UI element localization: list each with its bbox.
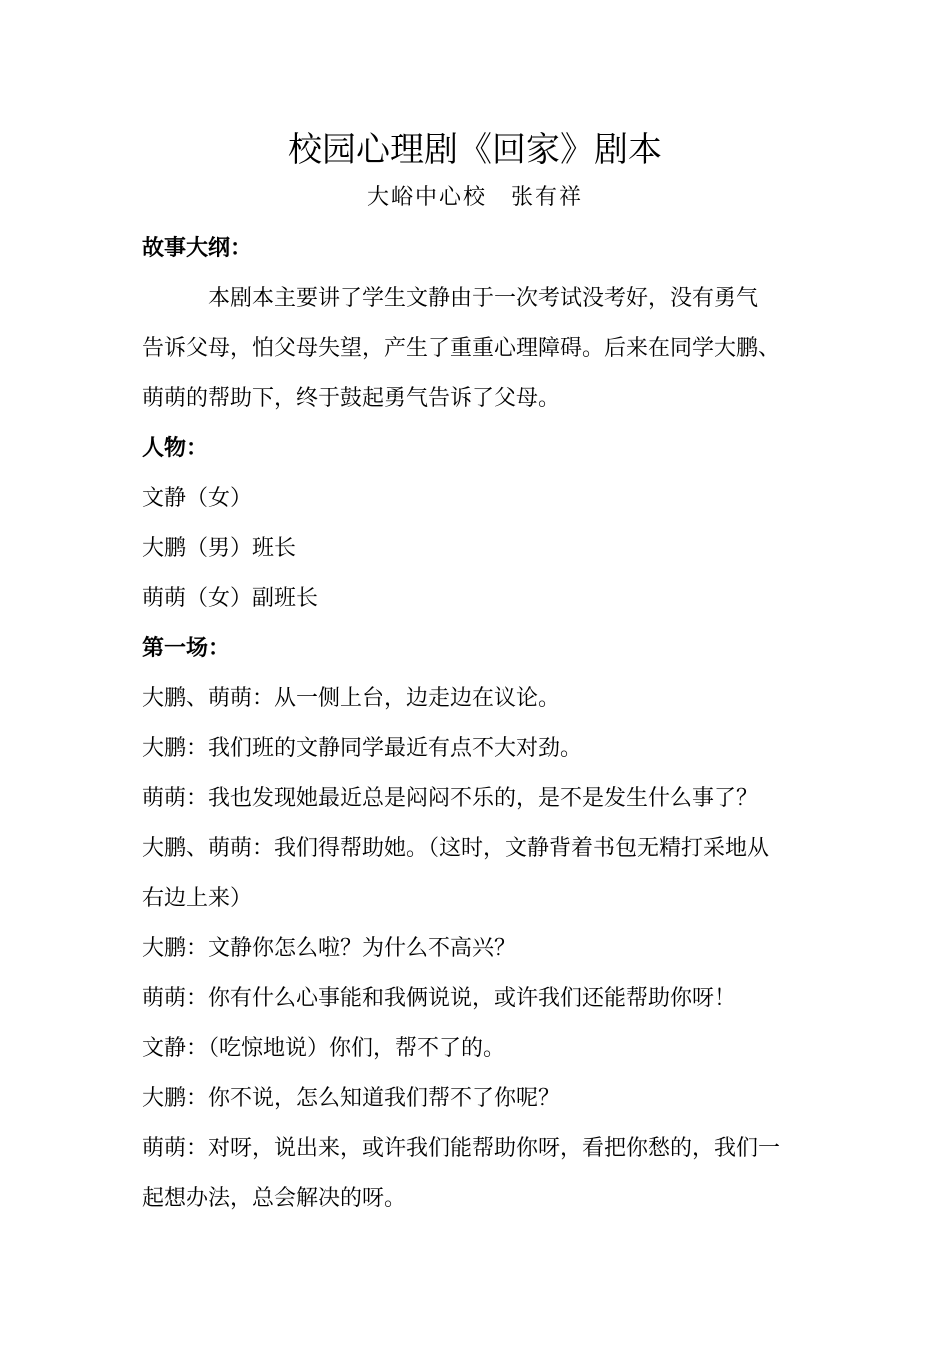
characters-heading: 人物： bbox=[142, 436, 209, 461]
document-subtitle: 大峪中心校 张有祥 bbox=[366, 185, 583, 210]
outline-line: 萌萌的帮助下，终于鼓起勇气告诉了父母。 bbox=[142, 386, 561, 411]
script-line: 起想办法，总会解决的呀。 bbox=[142, 1186, 407, 1211]
script-line: 大鹏：文静你怎么啦？为什么不高兴？ bbox=[142, 936, 517, 961]
script-line: 萌萌：我也发现她最近总是闷闷不乐的，是不是发生什么事了？ bbox=[142, 786, 759, 811]
outline-line: 告诉父母，怕父母失望，产生了重重心理障碍。后来在同学大鹏、 bbox=[142, 336, 781, 361]
document-body bbox=[142, 224, 858, 1224]
outline-line: 本剧本主要讲了学生文静由于一次考试没考好，没有勇气 bbox=[208, 286, 759, 311]
script-line: 大鹏、萌萌：我们得帮助她。（这时，文静背着书包无精打采地从 bbox=[142, 836, 770, 861]
script-line: 萌萌：对呀，说出来，或许我们能帮助你呀，看把你愁的，我们一 bbox=[142, 1136, 781, 1161]
script-line: 右边上来） bbox=[142, 886, 253, 911]
script-line: 大鹏：我们班的文静同学最近有点不大对劲。 bbox=[142, 736, 583, 761]
script-line: 萌萌：你有什么心事能和我俩说说，或许我们还能帮助你呀！ bbox=[142, 986, 737, 1011]
scene1-heading: 第一场： bbox=[142, 636, 231, 661]
script-line: 大鹏：你不说，怎么知道我们帮不了你呢？ bbox=[142, 1086, 561, 1111]
character-item: 大鹏（男）班长 bbox=[142, 536, 297, 561]
document-title: 校园心理剧《回家》剧本 bbox=[288, 130, 662, 170]
character-item: 文静（女） bbox=[142, 486, 253, 511]
script-line: 大鹏、萌萌：从一侧上台，边走边在议论。 bbox=[142, 686, 561, 711]
character-item: 萌萌（女）副班长 bbox=[142, 586, 319, 611]
script-line: 文静：（吃惊地说）你们，帮不了的。 bbox=[142, 1036, 506, 1061]
outline-heading: 故事大纲： bbox=[142, 236, 253, 261]
